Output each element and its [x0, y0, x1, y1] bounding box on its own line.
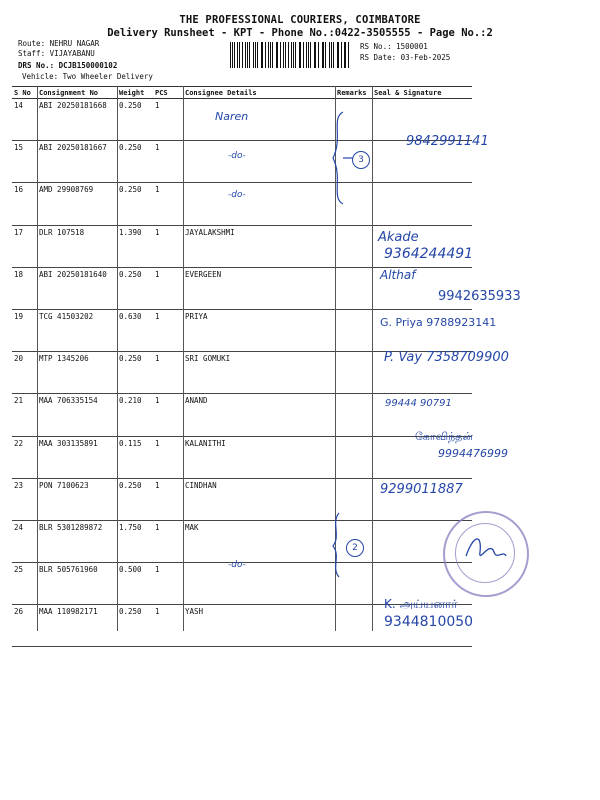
signature-name: K. அய்யனார்	[384, 597, 458, 611]
col-header-pcs: PCS	[153, 87, 183, 99]
cell-consignee	[183, 183, 335, 225]
signature-phone: 9842991141	[406, 134, 489, 149]
remark-count: 3	[352, 151, 370, 169]
cell-consignee: ANAND	[183, 394, 335, 436]
cell-sno: 20	[12, 352, 37, 394]
handwritten-ditto: -do-	[228, 151, 246, 161]
rs-number: RS No.: 1500001	[360, 42, 428, 51]
staff-text: Staff: VIJAYABANU	[18, 49, 95, 58]
cell-weight: 0.250	[117, 352, 153, 394]
signature-name: Althaf	[380, 268, 416, 282]
cell-consignee: PRIYA	[183, 309, 335, 351]
cell-weight: 0.630	[117, 309, 153, 351]
cell-remarks	[335, 436, 372, 478]
signature-phone: 9299011887	[380, 482, 463, 497]
cell-consignment: MAA 303135891	[37, 436, 117, 478]
barcode-bar	[272, 42, 273, 68]
signature-phone: 9942635933	[438, 289, 521, 304]
cell-pcs: 1	[153, 563, 183, 605]
cell-consignment: BLR 5301289872	[37, 520, 117, 562]
table-row	[12, 436, 472, 478]
table-row	[12, 141, 472, 183]
barcode-bar	[315, 42, 316, 68]
cell-consignment: DLR 107518	[37, 225, 117, 267]
barcode-bar	[265, 42, 266, 68]
barcode-bar	[331, 42, 332, 68]
col-header-signature: Seal & Signature	[372, 87, 472, 99]
cell-consignee: EVERGEEN	[183, 267, 335, 309]
cell-consignee	[183, 141, 335, 183]
cell-weight: 0.500	[117, 563, 153, 605]
cell-signature	[372, 183, 472, 225]
cell-weight: 0.210	[117, 394, 153, 436]
cell-pcs: 1	[153, 605, 183, 647]
cell-weight: 1.390	[117, 225, 153, 267]
vehicle-text: Vehicle: Two Wheeler Delivery	[22, 72, 153, 81]
cell-consignment: ABI 20250181667	[37, 141, 117, 183]
cell-remarks	[335, 267, 372, 309]
handwritten-name: Naren	[215, 110, 249, 123]
cell-pcs: 1	[153, 352, 183, 394]
cell-remarks	[335, 394, 372, 436]
col-header-consignment: Consignment No	[37, 87, 117, 99]
cell-pcs: 1	[153, 309, 183, 351]
signature-name-phone: P. Vay 7358709900	[384, 350, 509, 365]
signature-name: கோவிந்தன்	[415, 430, 473, 443]
cell-consignment: TCG 41503202	[37, 309, 117, 351]
stamp-signature-icon	[460, 530, 510, 570]
table-row	[12, 520, 472, 562]
table-header-row	[12, 87, 472, 99]
cell-consignment: AMD 29908769	[37, 183, 117, 225]
barcode-bar	[257, 42, 258, 68]
cell-pcs: 1	[153, 520, 183, 562]
cell-pcs: 1	[153, 99, 183, 141]
cell-remarks	[335, 352, 372, 394]
cell-consignee: KALANITHI	[183, 436, 335, 478]
barcode-bar	[239, 42, 240, 68]
cell-sno: 26	[12, 605, 37, 647]
cell-pcs: 1	[153, 267, 183, 309]
cell-pcs: 1	[153, 141, 183, 183]
cell-consignee	[183, 563, 335, 605]
cell-consignment: ABI 20250181668	[37, 99, 117, 141]
barcode-bar	[295, 42, 296, 68]
signature-phone: 99444 90791	[385, 398, 452, 409]
runsheet-title: Delivery Runsheet - KPT - Phone No.:0422-3505555 - Page No.:2	[107, 27, 493, 39]
col-header-weight: Weight	[117, 87, 153, 99]
col-header-remarks: Remarks	[335, 87, 372, 99]
barcode-bar	[253, 42, 254, 68]
cell-weight: 0.250	[117, 99, 153, 141]
barcode-bar	[276, 42, 277, 68]
barcode-bar	[237, 42, 238, 68]
cell-pcs: 1	[153, 183, 183, 225]
handwritten-ditto: -do-	[228, 560, 246, 570]
cell-sno: 18	[12, 267, 37, 309]
cell-consignee: JAYALAKSHMI	[183, 225, 335, 267]
cell-sno: 17	[12, 225, 37, 267]
cell-consignment: PON 7100623	[37, 478, 117, 520]
barcode-bar	[308, 42, 309, 68]
col-header-consignee: Consignee Details	[183, 87, 335, 99]
route-text: Route: NEHRU NAGAR	[18, 39, 100, 48]
signature-name: Akade	[378, 230, 419, 245]
barcode-bar	[288, 42, 289, 68]
barcode-bar	[283, 42, 284, 68]
cell-sno: 14	[12, 99, 37, 141]
signature-phone: 9994476999	[438, 447, 508, 460]
cell-consignment: MTP 1345206	[37, 352, 117, 394]
cell-sno: 21	[12, 394, 37, 436]
signature-phone: 9344810050	[384, 614, 474, 630]
cell-consignment: MAA 110982171	[37, 605, 117, 647]
barcode-bar	[230, 42, 231, 68]
cell-sno: 23	[12, 478, 37, 520]
cell-remarks	[335, 605, 372, 647]
cell-weight: 0.250	[117, 141, 153, 183]
cell-pcs: 1	[153, 394, 183, 436]
barcode-bar	[318, 42, 319, 68]
column-divider	[183, 86, 184, 631]
remark-count: 2	[346, 539, 364, 557]
signature-name-phone: G. Priya 9788923141	[380, 316, 497, 329]
rs-date: RS Date: 03-Feb-2025	[360, 53, 451, 62]
cell-pcs: 1	[153, 478, 183, 520]
cell-weight: 1.750	[117, 520, 153, 562]
cell-sno: 25	[12, 563, 37, 605]
barcode-bar	[329, 42, 330, 68]
col-header-sno: S No	[12, 87, 37, 99]
barcode-bar	[249, 42, 250, 68]
barcode-bar	[300, 42, 301, 68]
company-title: THE PROFESSIONAL COURIERS, COIMBATORE	[179, 14, 421, 26]
column-divider	[37, 86, 38, 631]
cell-pcs: 1	[153, 436, 183, 478]
cell-remarks	[335, 309, 372, 351]
cell-sno: 15	[12, 141, 37, 183]
cell-consignee: SRI GOMUKI	[183, 352, 335, 394]
barcode	[230, 42, 352, 68]
handwritten-ditto: -do-	[228, 190, 246, 200]
cell-consignee: MAK	[183, 520, 335, 562]
cell-weight: 0.250	[117, 183, 153, 225]
cell-sno: 24	[12, 520, 37, 562]
barcode-bar	[345, 42, 346, 68]
cell-sno: 16	[12, 183, 37, 225]
signature-phone: 9364244491	[384, 246, 474, 262]
cell-sno: 19	[12, 309, 37, 351]
barcode-bar	[338, 42, 339, 68]
cell-consignment: MAA 706335154	[37, 394, 117, 436]
cell-consignee: YASH	[183, 605, 335, 647]
cell-weight: 0.250	[117, 605, 153, 647]
cell-weight: 0.250	[117, 478, 153, 520]
cell-sno: 22	[12, 436, 37, 478]
cell-consignment: BLR 505761960	[37, 563, 117, 605]
cell-remarks	[335, 225, 372, 267]
cell-consignee	[183, 99, 335, 141]
cell-pcs: 1	[153, 225, 183, 267]
cell-consignee: CINDHAN	[183, 478, 335, 520]
cell-weight: 0.250	[117, 267, 153, 309]
cell-consignment: ABI 20250181640	[37, 267, 117, 309]
drs-number: DRS No.: DCJB150000102	[18, 61, 118, 70]
cell-weight: 0.115	[117, 436, 153, 478]
column-divider	[117, 86, 118, 631]
